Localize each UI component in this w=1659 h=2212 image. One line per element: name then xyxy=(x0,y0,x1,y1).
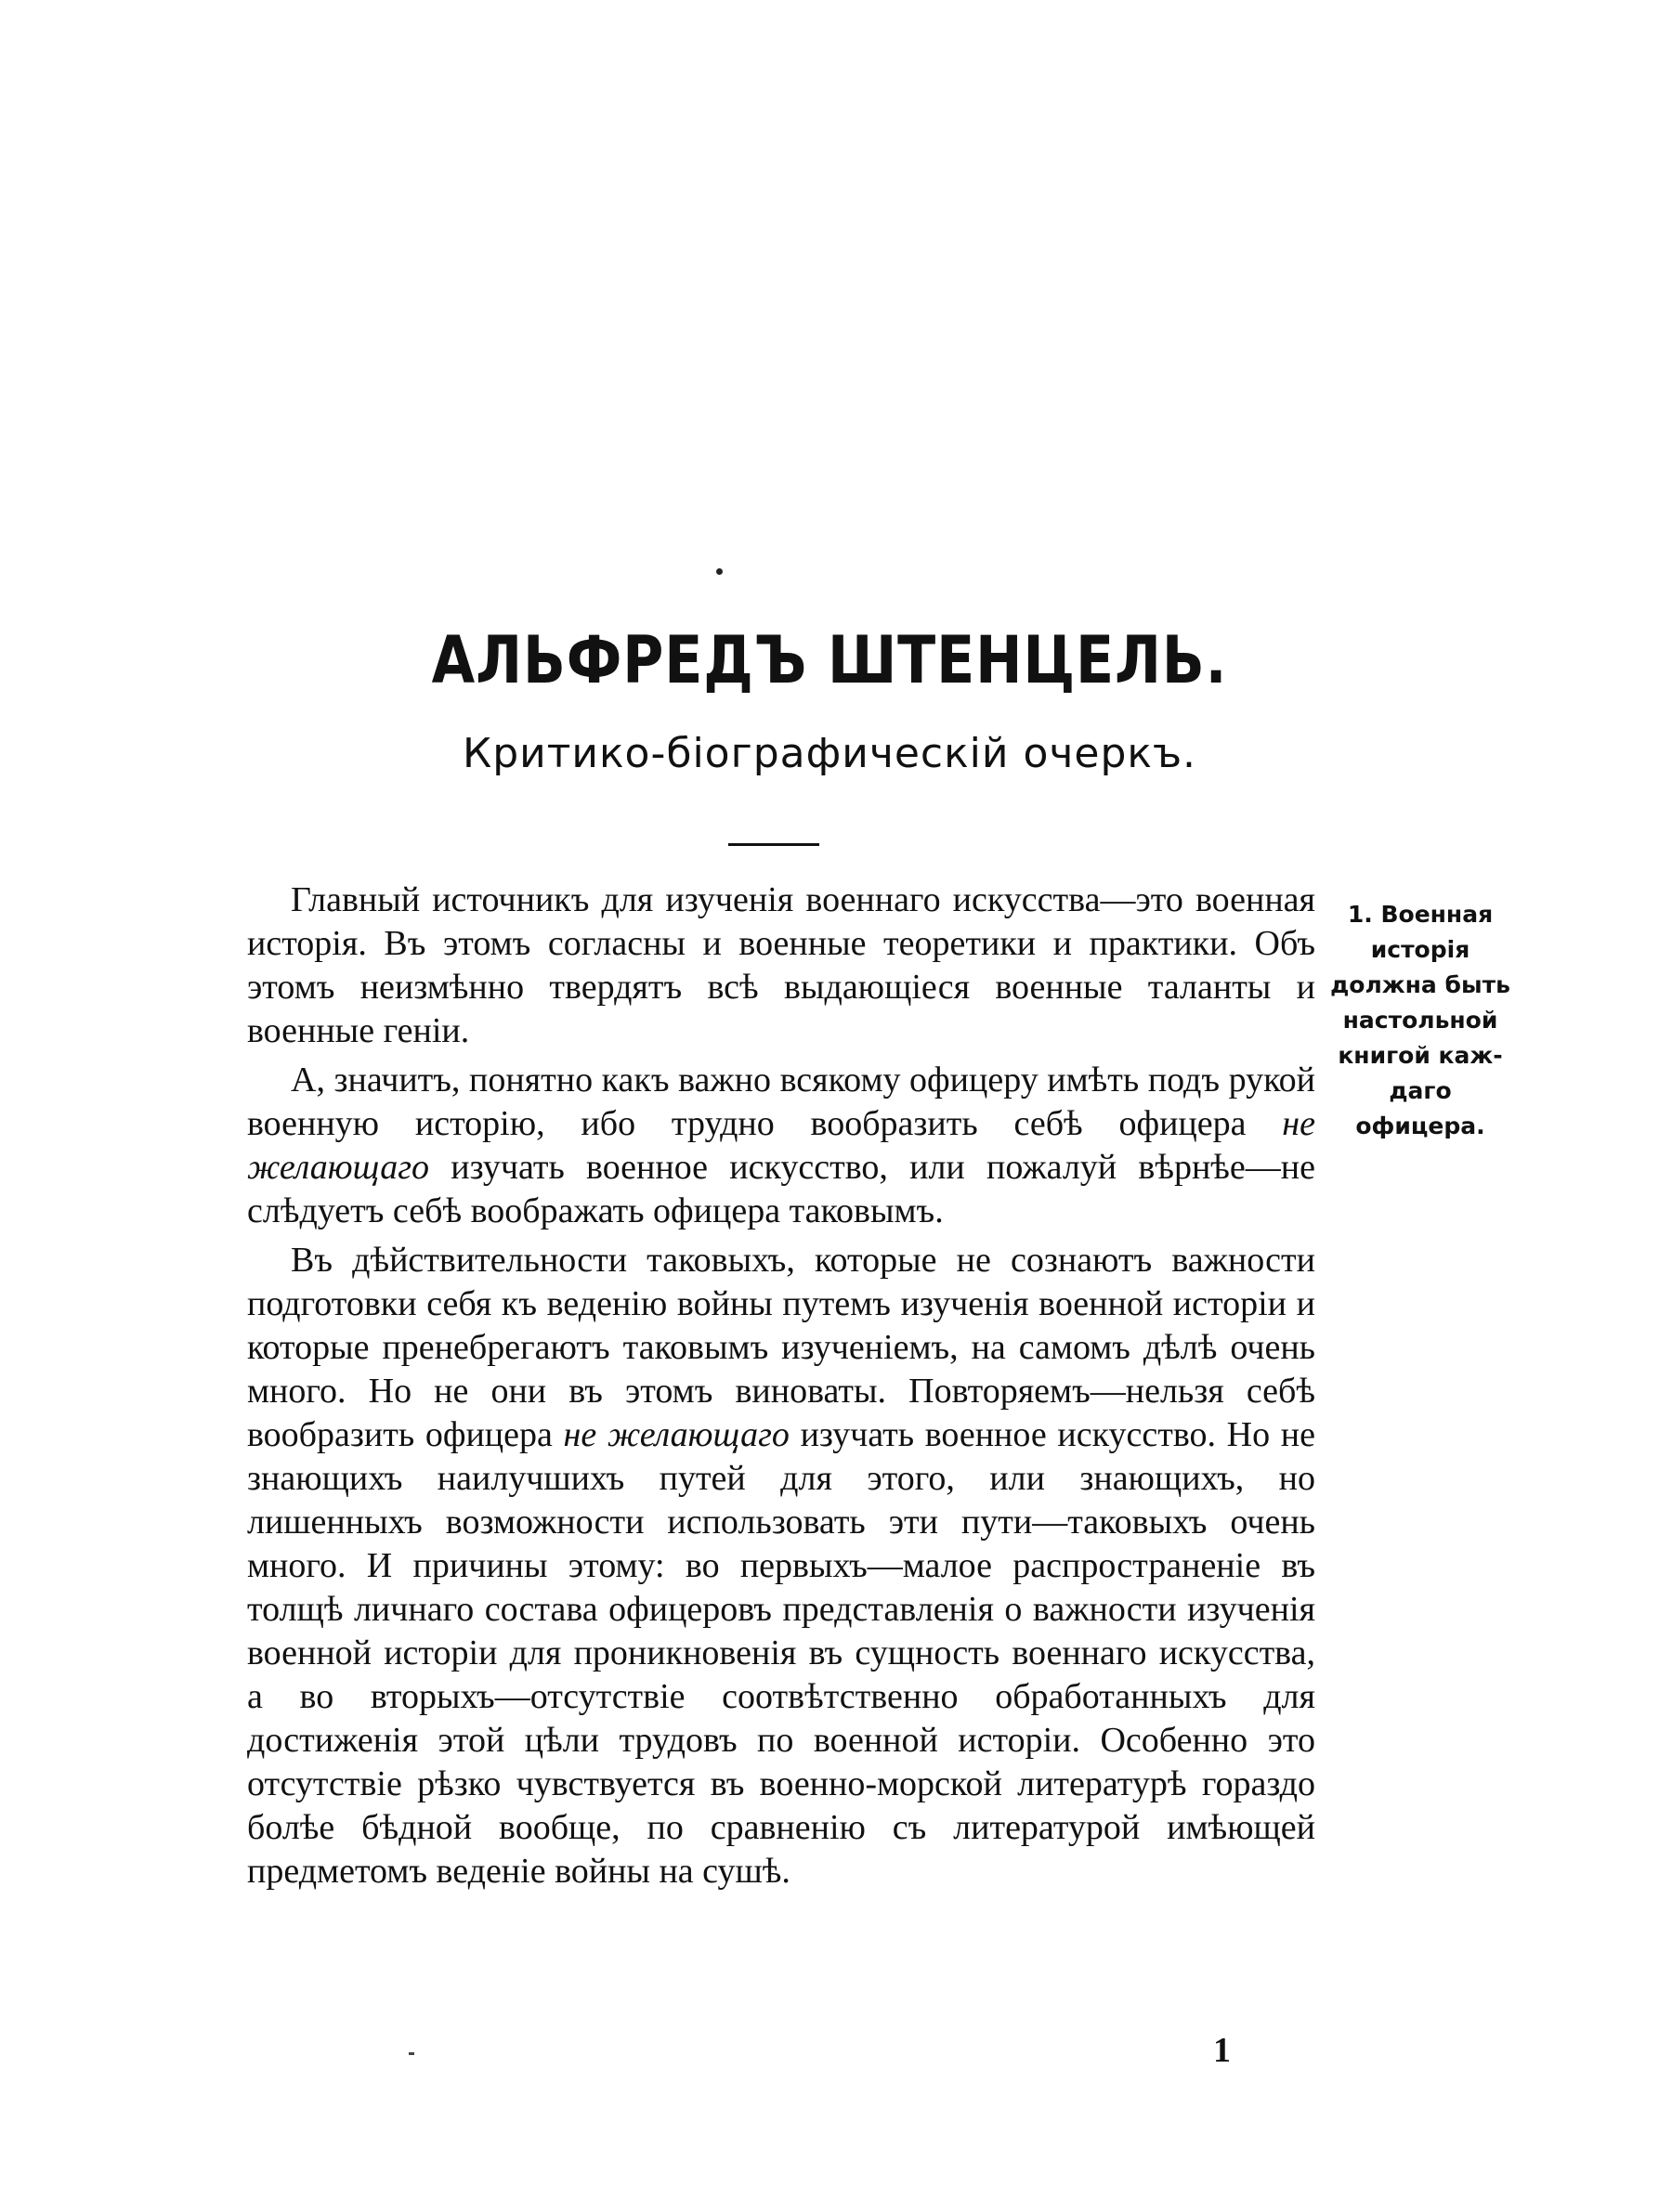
body-text xyxy=(247,878,1315,1893)
paragraph-2-emphasis: не желающаго xyxy=(247,1104,1315,1187)
page-number: 1 xyxy=(1213,2031,1231,2070)
paragraph-3-text-after: изучать военное искусство. Но не знающихъ наилучшихъ путей для этого, или знающихъ, но лишенныхъ возможности использовать эти пути—таковыхъ очень много. И причины этому: во первыхъ—малое распространеніе въ толщѣ личнаго состава офицеровъ представленія о важности изученія военной исторіи для проникновенія въ сущность военнаго искусства, а во вторыхъ—отсутствіе соотвѣтственно обработанныхъ для достиженія этой цѣли трудовъ по военной исторіи. Особенно это отсутствіе рѣзко чувствуется въ военно-морской литературѣ гораздо болѣе бѣдной вообще, по сравненію съ литературой имѣющей предметомъ веденіе войны на сушѣ. xyxy=(247,1415,1315,1891)
paragraph-2-text-after: изучать военное искусство, или пожалуй вѣрнѣе—не слѣдуетъ себѣ воображать офицера таковымъ. xyxy=(247,1148,1315,1230)
paragraph-3-emphasis: не желающаго xyxy=(563,1415,790,1454)
paragraph-1-text: Главный источникъ для изученія военнаго искусства—это военная исторія. Въ этомъ согласны и военные теоретики и практики. Объ этомъ неизмѣнно твердятъ всѣ выдающіеся военные таланты и военные геніи. xyxy=(247,880,1315,1050)
paragraph-3-text-before: Въ дѣйствительности таковыхъ, которые не сознаютъ важности подготовки себя къ веденію войны путемъ изученія военной исторіи и которые пренебрегаютъ таковымъ изученіемъ, на самомъ дѣлѣ очень много. Но не они въ этомъ виноваты. Повторяемъ—нельзя себѣ вообразить офицера xyxy=(247,1241,1315,1454)
paragraph-2 xyxy=(247,1059,1315,1233)
print-speck xyxy=(409,2052,414,2055)
margin-note-line: должна быть xyxy=(1330,971,1510,998)
margin-note-line: исторія xyxy=(1370,936,1470,963)
margin-note xyxy=(1323,897,1518,1144)
margin-note-line: настольной xyxy=(1342,1007,1498,1034)
margin-note-line: даго офицера. xyxy=(1355,1077,1485,1139)
paragraph-2-text-before: А, значитъ, понятно какъ важно всякому офицеру имѣть подъ рукой военную исторію, ибо трудно вообразить себѣ офицера xyxy=(247,1060,1315,1143)
ornament-dot xyxy=(716,568,723,575)
page-title: АЛЬФРЕДЪ ШТЕНЦЕЛЬ. xyxy=(431,622,1228,698)
paragraph-3 xyxy=(247,1239,1315,1893)
margin-note-line: 1. Военная xyxy=(1347,901,1494,928)
margin-note-line: книгой каж- xyxy=(1338,1042,1503,1069)
paragraph-1 xyxy=(247,878,1315,1053)
title-divider xyxy=(728,843,819,846)
page-subtitle: Критико-біографическій очеркъ. xyxy=(462,730,1197,777)
